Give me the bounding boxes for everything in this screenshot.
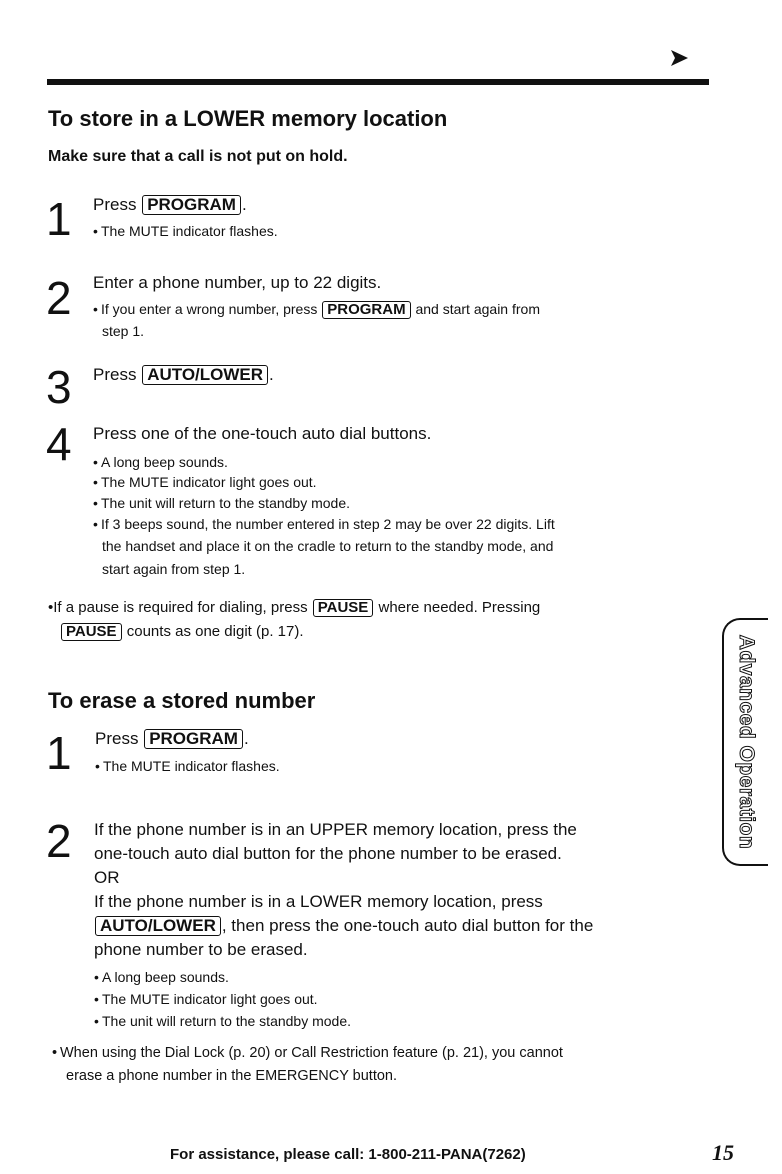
side-tab	[722, 618, 768, 866]
dial-lock-note: • When using the Dial Lock (p. 20) or Call Restriction feature (p. 21), you cannot	[52, 1045, 563, 1061]
bullet-continuation: step 1.	[102, 323, 145, 339]
pause-note: •If a pause is required for dialing, press PAUSE where needed. Pressing	[48, 599, 541, 616]
bullet-item: • The MUTE indicator flashes.	[93, 223, 278, 239]
bullet-continuation: the handset and place it on the cradle to return to the standby mode, and	[102, 538, 554, 554]
step-number: 4	[46, 418, 72, 470]
auto-lower-key: AUTO/LOWER	[142, 365, 268, 385]
erase-step-1-text: Press PROGRAM .	[95, 729, 249, 748]
pause-key: PAUSE	[61, 623, 122, 641]
section-title-erase: To erase a stored number	[48, 688, 316, 713]
bullet-item: • The MUTE indicator light goes out.	[93, 474, 317, 490]
program-key: PROGRAM	[144, 729, 243, 749]
footer-assistance: For assistance, please call: 1-800-211-PANA(7262)	[170, 1146, 526, 1163]
header-rule	[47, 79, 709, 85]
bullet-item: • If you enter a wrong number, press PROGRAM and start again from	[93, 301, 540, 318]
step-2-text: Enter a phone number, up to 22 digits.	[93, 273, 382, 292]
step-number: 2	[46, 815, 72, 867]
bullet-item: • A long beep sounds.	[94, 969, 229, 985]
program-key: PROGRAM	[142, 195, 241, 215]
arrow-right-icon	[668, 47, 690, 69]
bullet-item: • The unit will return to the standby mode.	[93, 495, 351, 511]
step-number: 1	[46, 193, 72, 245]
auto-lower-key: AUTO/LOWER	[95, 916, 221, 936]
step-number: 3	[46, 361, 72, 413]
section-title-store-lower: To store in a LOWER memory location	[48, 106, 448, 131]
page-number: 15	[712, 1140, 734, 1165]
pause-note-cont: PAUSE counts as one digit (p. 17).	[60, 621, 304, 642]
bullet-item: • The MUTE indicator light goes out.	[94, 991, 318, 1007]
dial-lock-note-cont: erase a phone number in the EMERGENCY button.	[66, 1068, 398, 1084]
bullet-item: • The MUTE indicator flashes.	[95, 758, 280, 774]
bullet-item: • If 3 beeps sound, the number entered in step 2 may be over 22 digits. Lift	[93, 516, 555, 532]
pause-key: PAUSE	[313, 599, 374, 617]
erase-step-2-text: If the phone number is in an UPPER memory location, press the one-touch auto dial button for the phone number to be erased. OR If the phone number is in a LOWER memory location, press AUTO/LOWER , then press the one-touch auto dial button for the phone number to be erased.	[94, 820, 594, 959]
step-number: 2	[46, 272, 72, 324]
bullet-item: • A long beep sounds.	[93, 454, 228, 470]
step-3-text: Press AUTO/LOWER .	[93, 365, 274, 384]
step-4-text: Press one of the one-touch auto dial buttons.	[93, 424, 432, 443]
step-number: 1	[46, 727, 72, 779]
bullet-item: • The unit will return to the standby mode.	[94, 1013, 352, 1029]
bullet-continuation: start again from step 1.	[102, 561, 246, 577]
section-subtitle: Make sure that a call is not put on hold.	[48, 148, 348, 165]
side-tab-label: Advanced Operation	[735, 634, 758, 850]
program-key: PROGRAM	[322, 301, 410, 319]
step-1-text: Press PROGRAM .	[93, 195, 247, 214]
